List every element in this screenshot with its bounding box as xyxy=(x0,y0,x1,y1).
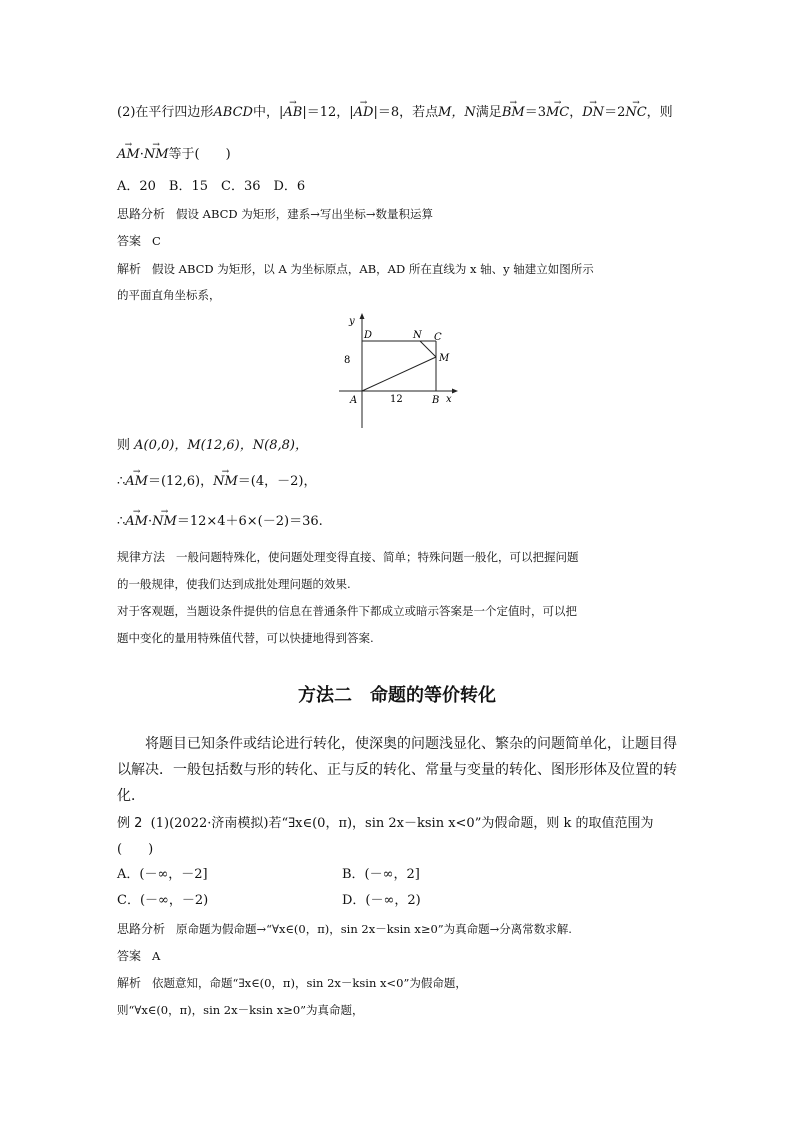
problem-text: ABCD xyxy=(213,105,253,120)
vector-ad: → AD xyxy=(354,104,374,122)
coordinate-figure xyxy=(335,312,460,430)
vector-dn: → DN xyxy=(582,104,604,122)
problem-line-1 xyxy=(117,104,673,122)
idea-text: 原命题为假命题→“∀x∈(0，π)，sin 2x－ksin x≥0”为真命题→分离常数求解. xyxy=(175,922,572,936)
example-paren: ( ) xyxy=(117,842,154,857)
example-answer-line xyxy=(117,947,160,965)
problem-text: ，则 xyxy=(646,105,673,120)
dot-symbol: · xyxy=(139,147,144,162)
answer-value: A xyxy=(151,949,161,963)
method-note-line-4: 题中变化的量用特殊值代替，可以快捷地得到答案. xyxy=(117,631,374,645)
answer-line xyxy=(117,232,161,250)
coords-text: A(0,0)，M(12,6)，N(8,8)， xyxy=(134,438,308,453)
problem-text: 等于( ) xyxy=(168,147,231,162)
method-note-line-3: 对于客观题，当题设条件提供的信息在普通条件下都成立或暗示答案是一个定值时，可以把 xyxy=(117,604,577,618)
solution-text: 假设 ABCD 为矩形，以 A 为坐标原点，AB，AD 所在直线为 x 轴、y 轴建立如图所示 xyxy=(151,262,594,276)
dot-product-line xyxy=(117,513,323,531)
label-c: C xyxy=(434,332,442,343)
solution-label: 解析 xyxy=(117,976,142,990)
method-note-line-2: 的一般规律，使我们达到成批处理问题的效果. xyxy=(117,577,351,591)
problem-text: ＝2 xyxy=(604,105,626,120)
answer-value: C xyxy=(151,234,161,248)
section-heading: 方法二 命题的等价转化 xyxy=(298,685,496,706)
example-stem xyxy=(117,815,654,833)
label-y: y xyxy=(349,316,355,327)
label-n: N xyxy=(413,330,422,341)
vector-mc: → MC xyxy=(546,104,569,122)
problem-text: 满足 xyxy=(475,105,502,120)
problem-text: ＝3 xyxy=(524,105,546,120)
vector-bm: → BM xyxy=(502,104,525,122)
solution-text: 依题意知，命题“∃x∈(0，π)，sin 2x－ksin x<0”为假命题， xyxy=(151,976,467,990)
example-idea-line xyxy=(117,920,572,938)
problem-text: (2)在平行四边形 xyxy=(117,105,214,120)
label-m: M xyxy=(439,353,450,364)
vector-value: ＝(12,6)， xyxy=(147,474,214,489)
therefore-symbol: ∴ xyxy=(117,514,126,529)
idea-label: 思路分析 xyxy=(117,922,166,936)
problem-text: 中，| xyxy=(252,105,284,120)
answer-options: A．20 B．15 C．36 D．6 xyxy=(117,179,306,194)
coords-line xyxy=(117,437,308,455)
idea-line xyxy=(117,205,433,223)
label-a: A xyxy=(350,395,358,406)
vector-ab: → AB xyxy=(283,104,302,122)
solution-label: 解析 xyxy=(117,262,142,276)
example-solution-line-1 xyxy=(117,974,467,992)
y-axis-arrow xyxy=(360,313,365,319)
problem-text: M，N xyxy=(438,105,476,120)
therefore-symbol: ∴ xyxy=(117,474,126,489)
label-12: 12 xyxy=(390,394,403,405)
example-solution-line-2: 则“∀x∈(0，π)，sin 2x－ksin x≥0”为真命题， xyxy=(117,1003,364,1017)
vector-am: → AM xyxy=(125,473,148,491)
option-c: C．(－∞，－2) xyxy=(117,893,209,908)
problem-line-2 xyxy=(117,146,231,164)
dot-product-value: ＝12×4＋6×(－2)＝36. xyxy=(176,514,323,529)
answer-label: 答案 xyxy=(117,949,142,963)
problem-text: ， xyxy=(569,105,583,120)
dot-symbol: · xyxy=(147,514,153,529)
vector-nm: → NM xyxy=(213,473,238,491)
vector-nm: → NM xyxy=(152,513,177,531)
problem-text: |＝8，若点 xyxy=(373,105,439,120)
segment-nm xyxy=(420,341,436,357)
option-a: A．(－∞，－2] xyxy=(117,867,208,882)
idea-label: 思路分析 xyxy=(117,207,166,221)
method-note-text: 一般问题特殊化，使问题处理变得直接、简单；特殊问题一般化，可以把握问题 xyxy=(175,550,579,564)
option-d: D．(－∞，2) xyxy=(342,893,421,908)
example-label: 例 2 xyxy=(117,816,143,831)
segment-am xyxy=(362,357,436,391)
x-axis-arrow xyxy=(452,389,458,394)
example-stem-text: (1)(2022·济南模拟)若“∃x∈(0，π)，sin 2x－ksin x<0”为假命题，则 k 的取值范围为 xyxy=(150,816,654,831)
vectors-line xyxy=(117,473,316,491)
vector-nm: → NM xyxy=(144,146,169,164)
problem-text: |＝12，| xyxy=(302,105,354,120)
coords-prefix: 则 xyxy=(117,438,135,453)
option-b: B．(－∞，2] xyxy=(342,867,420,882)
vector-am: → AM xyxy=(125,513,148,531)
section-intro: 将题目已知条件或结论进行转化，使深奥的问题浅显化、繁杂的问题简单化，让题目得以解决．一般包括数与形的转化、正与反的转化、常量与变量的转化、图形形体及位置的转化． xyxy=(117,736,677,804)
idea-text: 假设 ABCD 为矩形，建系→写出坐标→数量积运算 xyxy=(175,207,434,221)
label-b: B xyxy=(432,395,440,406)
solution-line-2: 的平面直角坐标系， xyxy=(117,288,221,302)
method-note-label: 规律方法 xyxy=(117,550,166,564)
vector-am: → AM xyxy=(117,146,140,164)
label-d: D xyxy=(364,330,373,341)
answer-label: 答案 xyxy=(117,234,142,248)
label-x: x xyxy=(446,394,452,405)
vector-nc: → NC xyxy=(625,104,646,122)
method-note-line-1 xyxy=(117,548,578,566)
solution-line-1 xyxy=(117,260,594,278)
vector-value: ＝(4，－2)， xyxy=(237,474,317,489)
label-8: 8 xyxy=(344,355,351,366)
